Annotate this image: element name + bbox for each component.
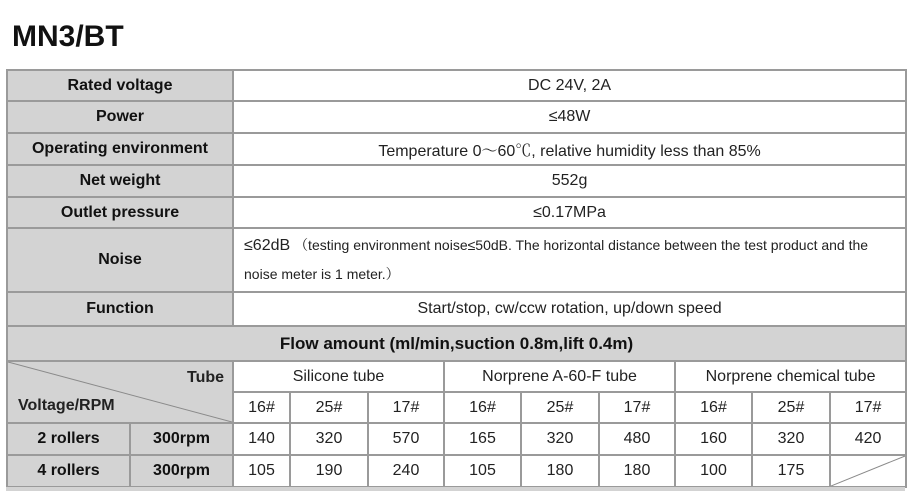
spec-value: ≤48W (233, 101, 906, 133)
spec-table (6, 69, 907, 488)
spec-row-noise (7, 228, 906, 292)
empty-cell-slashed (830, 455, 906, 487)
flow-value: 160 (675, 423, 752, 455)
flow-value: 570 (368, 423, 444, 455)
tube-size: 25# (752, 392, 830, 423)
flow-value: 180 (521, 455, 599, 487)
spec-label: Net weight (7, 165, 233, 197)
spec-value: ≤0.17MPa (233, 197, 906, 228)
tube-header-row (7, 361, 906, 392)
flow-heading: Flow amount (ml/min,suction 0.8m,lift 0.4m) (7, 326, 906, 361)
function-label: Function (7, 292, 233, 326)
tube-size: 25# (290, 392, 368, 423)
spec-label: Operating environment (7, 133, 233, 165)
flow-heading-row (7, 326, 906, 361)
rollers-label: 2 rollers (7, 423, 130, 455)
tube-name-silicone: Silicone tube (233, 361, 444, 392)
flow-value: 165 (444, 423, 521, 455)
rpm-label: 300rpm (130, 455, 233, 487)
diagonal-slash (831, 456, 905, 486)
tube-size: 16# (675, 392, 752, 423)
flow-value: 175 (752, 455, 830, 487)
noise-value (233, 228, 906, 292)
rollers-label: 4 rollers (7, 455, 130, 487)
spec-value: 552g (233, 165, 906, 197)
spec-row-operating-environment (7, 133, 906, 165)
spec-row-power (7, 101, 906, 133)
tube-size: 17# (830, 392, 906, 423)
spec-label: Outlet pressure (7, 197, 233, 228)
noise-note: （testing environment noise≤50dB. The horizontal distance between the test product and the noise meter is 1 meter.） (244, 237, 869, 282)
flow-value: 105 (233, 455, 290, 487)
product-title: MN3/BT (12, 20, 124, 53)
flow-value: 140 (233, 423, 290, 455)
tube-name-norprene-chemical: Norprene chemical tube (675, 361, 906, 392)
tube-name-norprene-a60f: Norprene A-60-F tube (444, 361, 675, 392)
function-value: Start/stop, cw/ccw rotation, up/down speed (233, 292, 906, 326)
flow-value: 480 (599, 423, 675, 455)
flow-value: 105 (444, 455, 521, 487)
noise-label: Noise (7, 228, 233, 292)
tube-size: 16# (233, 392, 290, 423)
rpm-label: 300rpm (130, 423, 233, 455)
flow-row-2-rollers (7, 423, 906, 455)
flow-value: 100 (675, 455, 752, 487)
tube-size: 16# (444, 392, 521, 423)
tube-size: 17# (599, 392, 675, 423)
corner-tube-label: Tube (186, 369, 225, 386)
tube-size: 17# (368, 392, 444, 423)
spec-row-outlet-pressure (7, 197, 906, 228)
spec-row-rated-voltage (7, 70, 906, 101)
table-bottom-band (6, 487, 905, 491)
flow-value: 190 (290, 455, 368, 487)
spec-row-function (7, 292, 906, 326)
tube-size: 25# (521, 392, 599, 423)
flow-value: 240 (368, 455, 444, 487)
flow-value: 320 (752, 423, 830, 455)
spec-value: Temperature 0～60℃, relative humidity less than 85% (233, 133, 906, 165)
corner-voltage-rpm-label: Voltage/RPM (18, 397, 115, 414)
spec-row-net-weight (7, 165, 906, 197)
noise-level: ≤62dB (244, 237, 291, 254)
flow-value: 420 (830, 423, 906, 455)
flow-value: 320 (521, 423, 599, 455)
spec-value: DC 24V, 2A (233, 70, 906, 101)
flow-value: 180 (599, 455, 675, 487)
spec-label: Rated voltage (7, 70, 233, 101)
flow-value: 320 (290, 423, 368, 455)
flow-corner-header (7, 361, 233, 423)
flow-row-4-rollers (7, 455, 906, 487)
spec-label: Power (7, 101, 233, 133)
